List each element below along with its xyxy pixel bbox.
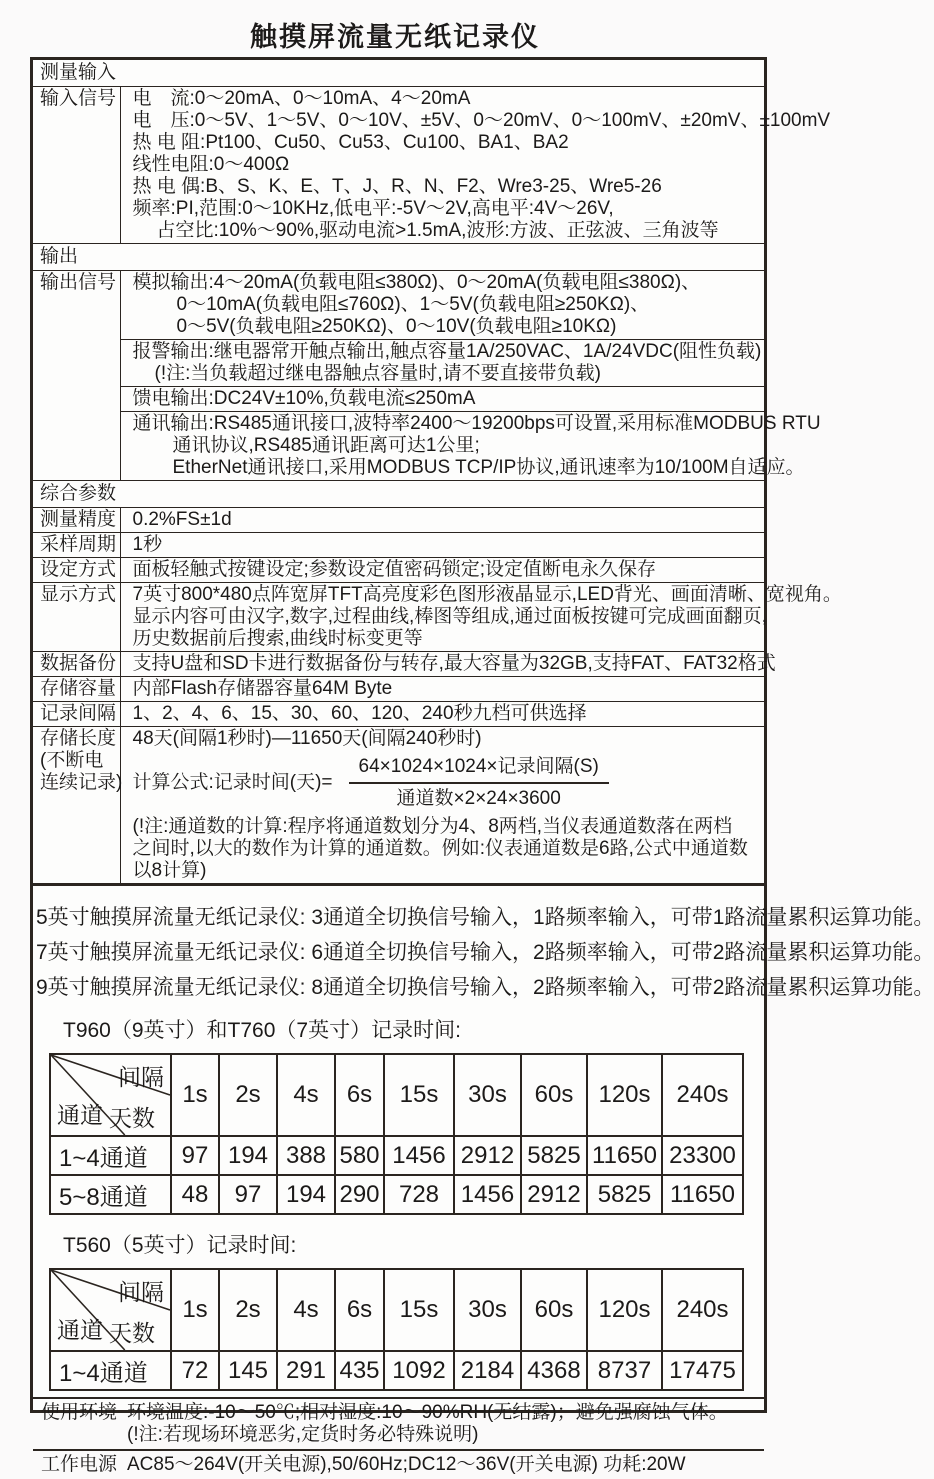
days-cell: 5825 — [587, 1175, 662, 1214]
days-cell: 72 — [171, 1351, 219, 1390]
row-label: 5~8通道 — [50, 1175, 171, 1214]
storage-note-line: 之间时,以大的数作为计算的通道数。例如:仪表通道数是6路,公式中通道数 — [132, 838, 748, 859]
days-cell: 290 — [335, 1175, 384, 1214]
corner-cell — [50, 1269, 171, 1351]
days-cell: 2912 — [454, 1136, 521, 1175]
row-label: 测量精度 — [33, 508, 120, 533]
days-cell: 194 — [219, 1136, 277, 1175]
storage-label-line: (不断电 — [40, 750, 104, 771]
column-header: 6s — [335, 1269, 384, 1351]
days-cell: 435 — [335, 1351, 384, 1390]
column-header: 4s — [277, 1054, 335, 1136]
input-line: 热 电 偶:B、S、K、E、T、J、R、N、F2、Wre3-25、Wre5-26 — [132, 176, 662, 197]
column-header: 2s — [219, 1054, 277, 1136]
feed-line: 馈电输出:DC24V±10%,负载电流≤250mA — [132, 388, 476, 409]
formula-numerator: 64×1024×1024×记录间隔(S) — [349, 756, 609, 784]
row-value — [120, 387, 764, 412]
row-value: 面板轻触式按键设定;参数设定值密码锁定;设定值断电永久保存 — [120, 558, 764, 583]
record-table-header-row — [50, 1054, 743, 1136]
environment-line: 环境温度:-10～50℃;相对湿度:10～90%RH(无结露)；避免强腐蚀气体。 — [127, 1402, 728, 1423]
storage-note-line: 以8计算) — [132, 860, 207, 881]
record-time-table-t560 — [49, 1268, 744, 1391]
row-value: 0.2%FS±1d — [120, 508, 764, 533]
row-output-signal-feed — [33, 387, 764, 412]
record-time-table-t960-t760 — [49, 1053, 744, 1215]
row-output-signal-comm — [33, 412, 764, 481]
comm-line: 通讯协议,RS485通讯距离可达1公里; — [172, 435, 480, 456]
column-header: 120s — [587, 1054, 662, 1136]
days-cell: 1092 — [384, 1351, 454, 1390]
row-label: 数据备份 — [33, 652, 120, 677]
row-label: 输出信号 — [33, 271, 120, 481]
models-and-record-times — [33, 883, 934, 1391]
days-cell: 2184 — [454, 1351, 521, 1390]
row-environment — [33, 1399, 764, 1449]
days-cell: 48 — [171, 1175, 219, 1214]
comm-line: 通讯输出:RS485通讯接口,波特率2400～19200bps可设置,采用标准MODBUS RTU — [132, 413, 821, 434]
corner-label-days: 天数 — [109, 1105, 155, 1131]
model-line-7inch: 7英寸触摸屏流量无纸记录仪: 6通道全切换信号输入，2路频率输入，可带2路流量累积运算功能。 — [36, 941, 934, 964]
days-cell: 2912 — [521, 1175, 587, 1214]
storage-note-line: (!注:通道数的计算:程序将通道数划分为4、8两档,当仪表通道数落在两档 — [132, 816, 733, 837]
alarm-line: 报警输出:继电器常开触点输出,触点容量1A/250VAC、1A/24VDC(阻性负载) — [132, 341, 762, 362]
spec-sheet — [30, 57, 934, 1475]
days-cell: 388 — [277, 1136, 335, 1175]
storage-formula — [133, 756, 761, 810]
column-header: 1s — [171, 1054, 219, 1136]
column-header: 15s — [384, 1269, 454, 1351]
column-header: 30s — [454, 1269, 521, 1351]
row-label: 工作电源 — [41, 1454, 118, 1475]
column-header: 120s — [587, 1269, 662, 1351]
section-row-measure-input — [33, 60, 764, 87]
spec-table — [33, 60, 842, 883]
record-table-heading-t960-t760: T960（9英寸）和T760（7英寸）记录时间: — [63, 1019, 461, 1042]
formula-denominator: 通道数×2×24×3600 — [396, 788, 561, 809]
corner-cell — [50, 1054, 171, 1136]
days-cell: 97 — [171, 1136, 219, 1175]
row-sampling — [33, 533, 764, 558]
row-output-signal-alarm — [33, 340, 764, 387]
row-label: 1~4通道 — [50, 1351, 171, 1390]
record-table-row-1-4 — [50, 1136, 743, 1175]
corner-label-channel: 通道 — [57, 1102, 103, 1128]
record-table-row-5-8 — [50, 1175, 743, 1214]
row-label: 显示方式 — [33, 583, 120, 652]
display-line: 历史数据前后搜索,曲线时标变更等 — [132, 628, 423, 649]
row-backup — [33, 652, 764, 677]
input-line: 占空比:10%～90%,驱动电流>1.5mA,波形:方波、正弦波、三角波等 — [156, 220, 719, 241]
row-storage-length — [33, 727, 764, 884]
row-value — [120, 583, 842, 652]
days-cell: 11650 — [662, 1175, 743, 1214]
formula-fraction — [349, 756, 609, 810]
row-display — [33, 583, 764, 652]
days-cell: 291 — [277, 1351, 335, 1390]
days-cell: 11650 — [587, 1136, 662, 1175]
row-label: 记录间隔 — [33, 702, 120, 727]
model-descriptions — [36, 900, 934, 1005]
storage-range: 48天(间隔1秒时)—11650天(间隔240秒时) — [132, 728, 482, 749]
days-cell: 17475 — [662, 1351, 743, 1390]
row-label: 1~4通道 — [50, 1136, 171, 1175]
days-cell: 194 — [277, 1175, 335, 1214]
record-table-heading-t560: T560（5英寸）记录时间: — [63, 1234, 297, 1257]
column-header: 240s — [662, 1054, 743, 1136]
row-label: 使用环境 — [41, 1402, 118, 1423]
corner-label-interval: 间隔 — [118, 1279, 164, 1305]
input-line: 频率:PI,范围:0～10KHz,低电平:-5V～2V,高电平:4V～26V, — [132, 198, 614, 219]
row-value: 内部Flash存储器容量64M Byte — [120, 677, 764, 702]
row-value — [120, 271, 764, 340]
column-header: 2s — [219, 1269, 277, 1351]
days-cell: 580 — [335, 1136, 384, 1175]
corner-label-days: 天数 — [109, 1320, 155, 1346]
row-setting — [33, 558, 764, 583]
row-label: 存储容量 — [33, 677, 120, 702]
days-cell: 97 — [219, 1175, 277, 1214]
environment-line: (!注:若现场环境恶劣,定货时务必特殊说明) — [127, 1424, 479, 1445]
column-header: 240s — [662, 1269, 743, 1351]
days-cell: 1456 — [454, 1175, 521, 1214]
row-value: 1、2、4、6、15、30、60、120、240秒九档可供选择 — [120, 702, 764, 727]
row-accuracy — [33, 508, 764, 533]
row-value — [127, 1402, 764, 1446]
row-value — [120, 87, 831, 244]
row-value — [120, 340, 764, 387]
analog-line: 0～10mA(负载电阻≤760Ω)、1～5V(负载电阻≥250KΩ)、 — [176, 294, 650, 315]
alarm-line: (!注:当负载超过继电器触点容量时,请不要直接带负载) — [154, 363, 601, 384]
column-header: 1s — [171, 1269, 219, 1351]
column-header: 60s — [521, 1054, 587, 1136]
comm-line: EtherNet通讯接口,采用MODBUS TCP/IP协议,通讯速率为10/100M自适应。 — [172, 457, 805, 478]
storage-label-line: 存储长度 — [40, 728, 117, 749]
row-label — [33, 727, 123, 884]
section-title: 输出 — [33, 244, 764, 271]
section-row-output — [33, 244, 764, 271]
model-line-9inch: 9英寸触摸屏流量无纸记录仪: 8通道全切换信号输入，2路频率输入，可带2路流量累积运算功能。 — [36, 976, 934, 999]
input-line: 线性电阻:0～400Ω — [132, 154, 290, 175]
row-capacity — [33, 677, 764, 702]
row-label: 输入信号 — [33, 87, 120, 244]
column-header: 15s — [384, 1054, 454, 1136]
section-title: 测量输入 — [33, 60, 764, 87]
row-interval — [33, 702, 764, 727]
column-header: 4s — [277, 1269, 335, 1351]
input-line: 电 压:0～5V、1～5V、0～10V、±5V、0～20mV、0～100mV、±20mV、±100mV — [132, 110, 831, 131]
days-cell: 4368 — [521, 1351, 587, 1390]
display-line: 显示内容可由汉字,数字,过程曲线,棒图等组成,通过面板按键可完成画面翻页, — [132, 606, 767, 627]
days-cell: 145 — [219, 1351, 277, 1390]
record-table-header-row — [50, 1269, 743, 1351]
input-line: 热 电 阻:Pt100、Cu50、Cu53、Cu100、BA1、BA2 — [132, 132, 569, 153]
days-cell: 8737 — [587, 1351, 662, 1390]
row-value — [120, 412, 821, 481]
row-label: 采样周期 — [33, 533, 120, 558]
row-output-signal-analog — [33, 271, 764, 340]
environment-power-section — [33, 1397, 764, 1479]
days-cell: 728 — [384, 1175, 454, 1214]
section-row-general — [33, 481, 764, 508]
column-header: 30s — [454, 1054, 521, 1136]
days-cell: 1456 — [384, 1136, 454, 1175]
formula-prefix: 计算公式:记录时间(天)= — [132, 772, 333, 793]
storage-label-line: 连续记录) — [40, 772, 123, 793]
row-power — [33, 1449, 764, 1479]
storage-note — [133, 816, 761, 882]
input-line: 电 流:0～20mA、0～10mA、4～20mA — [132, 88, 471, 109]
row-value — [120, 727, 764, 884]
column-header: 6s — [335, 1054, 384, 1136]
page-title: 触摸屏流量无纸记录仪 — [250, 22, 540, 52]
row-value: 1秒 — [120, 533, 764, 558]
row-value: 支持U盘和SD卡进行数据备份与转存,最大容量为32GB,支持FAT、FAT32格式 — [120, 652, 764, 677]
display-line: 7英寸800*480点阵宽屏TFT高亮度彩色图形液晶显示,LED背光、画面清晰、宽视角。 — [132, 584, 842, 605]
corner-label-interval: 间隔 — [118, 1064, 164, 1090]
row-label: 设定方式 — [33, 558, 120, 583]
row-value: AC85～264V(开关电源),50/60Hz;DC12～36V(开关电源) 功耗:20W — [127, 1454, 686, 1475]
column-header: 60s — [521, 1269, 587, 1351]
model-line-5inch: 5英寸触摸屏流量无纸记录仪: 3通道全切换信号输入，1路频率输入，可带1路流量累积运算功能。 — [36, 906, 934, 929]
days-cell: 23300 — [662, 1136, 743, 1175]
section-title: 综合参数 — [33, 481, 764, 508]
analog-line: 0～5V(负载电阻≥250KΩ)、0～10V(负载电阻≥10KΩ) — [176, 316, 617, 337]
record-table-row-1-4 — [50, 1351, 743, 1390]
corner-label-channel: 通道 — [57, 1317, 103, 1343]
days-cell: 5825 — [521, 1136, 587, 1175]
analog-line: 模拟输出:4～20mA(负载电阻≤380Ω)、0～20mA(负载电阻≤380Ω)、 — [132, 272, 701, 293]
row-input-signal — [33, 87, 764, 244]
